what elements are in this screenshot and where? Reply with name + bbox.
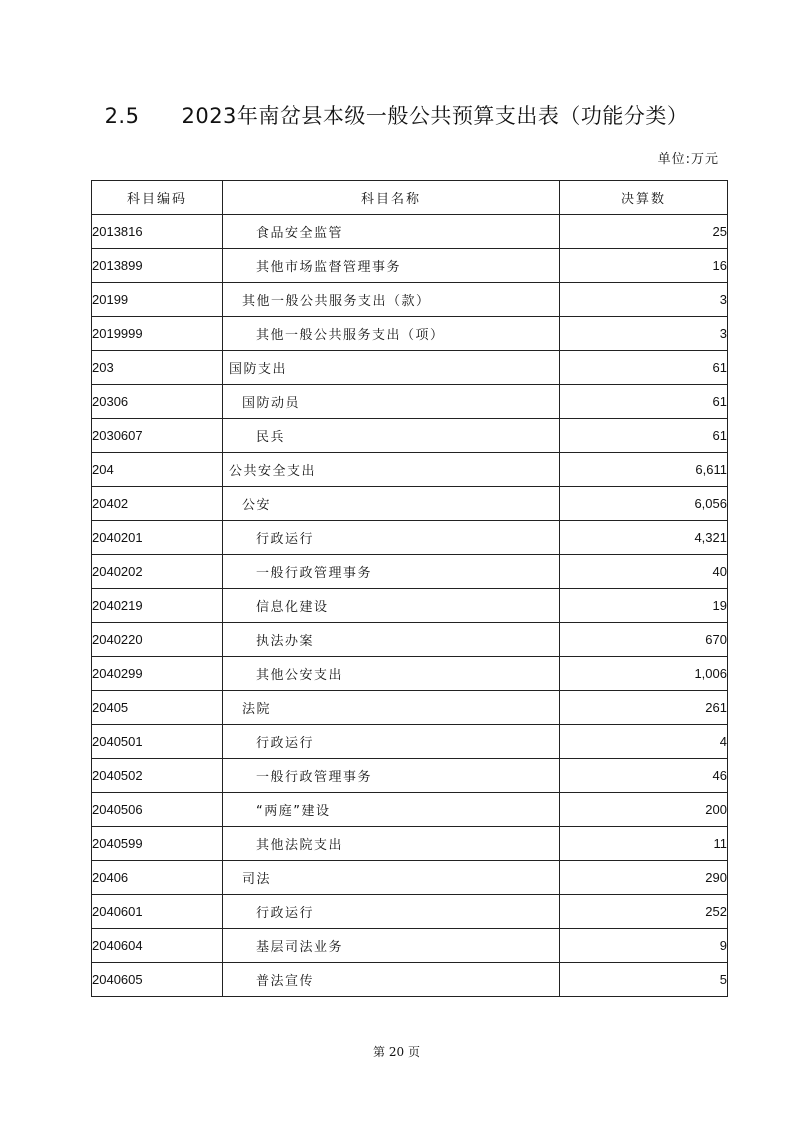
row-code: 2040502 [92,759,223,793]
table-row [92,555,728,589]
row-name: “两庭”建设 [223,793,560,827]
row-code: 20199 [92,283,223,317]
table-row [92,589,728,623]
row-code: 2030607 [92,419,223,453]
row-code: 2040604 [92,929,223,963]
row-name: 民兵 [223,419,560,453]
row-code: 2040599 [92,827,223,861]
row-amount: 261 [560,691,728,725]
row-amount: 4 [560,725,728,759]
table-row [92,317,728,351]
row-name: 一般行政管理事务 [223,759,560,793]
section-number: 2.5 [104,104,140,128]
row-name: 公安 [223,487,560,521]
row-name: 食品安全监管 [223,215,560,249]
row-name: 法院 [223,691,560,725]
page-number: 第 20 页 [373,1045,420,1059]
row-amount: 46 [560,759,728,793]
table-row [92,487,728,521]
row-name: 普法宣传 [223,963,560,997]
row-name: 司法 [223,861,560,895]
row-name: 一般行政管理事务 [223,555,560,589]
row-amount: 252 [560,895,728,929]
row-amount: 200 [560,793,728,827]
row-name: 其他公安支出 [223,657,560,691]
unit-label: 单位:万元 [657,152,719,167]
table-row [92,725,728,759]
table-row [92,895,728,929]
row-amount: 3 [560,283,728,317]
row-amount: 16 [560,249,728,283]
row-amount: 290 [560,861,728,895]
page-title [0,100,793,130]
row-code: 2040605 [92,963,223,997]
row-amount: 1,006 [560,657,728,691]
row-amount: 3 [560,317,728,351]
table-row [92,283,728,317]
row-name: 行政运行 [223,725,560,759]
row-code: 2040202 [92,555,223,589]
row-code: 2040601 [92,895,223,929]
row-code: 2040201 [92,521,223,555]
row-amount: 4,321 [560,521,728,555]
row-amount: 6,611 [560,453,728,487]
row-name: 其他市场监督管理事务 [223,249,560,283]
row-code: 20402 [92,487,223,521]
table-row [92,691,728,725]
row-amount: 9 [560,929,728,963]
row-code: 204 [92,453,223,487]
table-row [92,215,728,249]
row-amount: 670 [560,623,728,657]
row-name: 其他一般公共服务支出（项） [223,317,560,351]
row-amount: 61 [560,385,728,419]
row-code: 2040220 [92,623,223,657]
row-name: 信息化建设 [223,589,560,623]
table-row [92,759,728,793]
row-amount: 61 [560,419,728,453]
row-name: 国防动员 [223,385,560,419]
row-amount: 19 [560,589,728,623]
table-body [92,215,728,997]
row-name: 其他法院支出 [223,827,560,861]
row-name: 基层司法业务 [223,929,560,963]
table-row [92,963,728,997]
table-row [92,623,728,657]
row-code: 2019999 [92,317,223,351]
row-code: 2013899 [92,249,223,283]
header-code: 科目编码 [92,181,223,215]
row-code: 20406 [92,861,223,895]
row-code: 20405 [92,691,223,725]
row-name: 公共安全支出 [223,453,560,487]
row-amount: 11 [560,827,728,861]
budget-table [91,180,728,997]
row-code: 2040299 [92,657,223,691]
table-row [92,827,728,861]
table-row [92,249,728,283]
row-name: 执法办案 [223,623,560,657]
row-name: 行政运行 [223,521,560,555]
row-name: 行政运行 [223,895,560,929]
table-row [92,657,728,691]
row-name: 其他一般公共服务支出（款） [223,283,560,317]
table-row [92,419,728,453]
header-name: 科目名称 [223,181,560,215]
row-code: 2040219 [92,589,223,623]
table-row [92,861,728,895]
table-row [92,521,728,555]
header-amount: 决算数 [560,181,728,215]
row-amount: 6,056 [560,487,728,521]
table-row [92,351,728,385]
row-amount: 61 [560,351,728,385]
row-code: 2040501 [92,725,223,759]
table-header-row [92,181,728,215]
row-code: 203 [92,351,223,385]
row-name: 国防支出 [223,351,560,385]
row-code: 2013816 [92,215,223,249]
row-amount: 5 [560,963,728,997]
title-text: 2023年南岔县本级一般公共预算支出表（功能分类） [181,104,689,128]
row-amount: 25 [560,215,728,249]
table-row [92,385,728,419]
row-code: 20306 [92,385,223,419]
row-amount: 40 [560,555,728,589]
table-row [92,453,728,487]
row-code: 2040506 [92,793,223,827]
table-row [92,929,728,963]
table-row [92,793,728,827]
